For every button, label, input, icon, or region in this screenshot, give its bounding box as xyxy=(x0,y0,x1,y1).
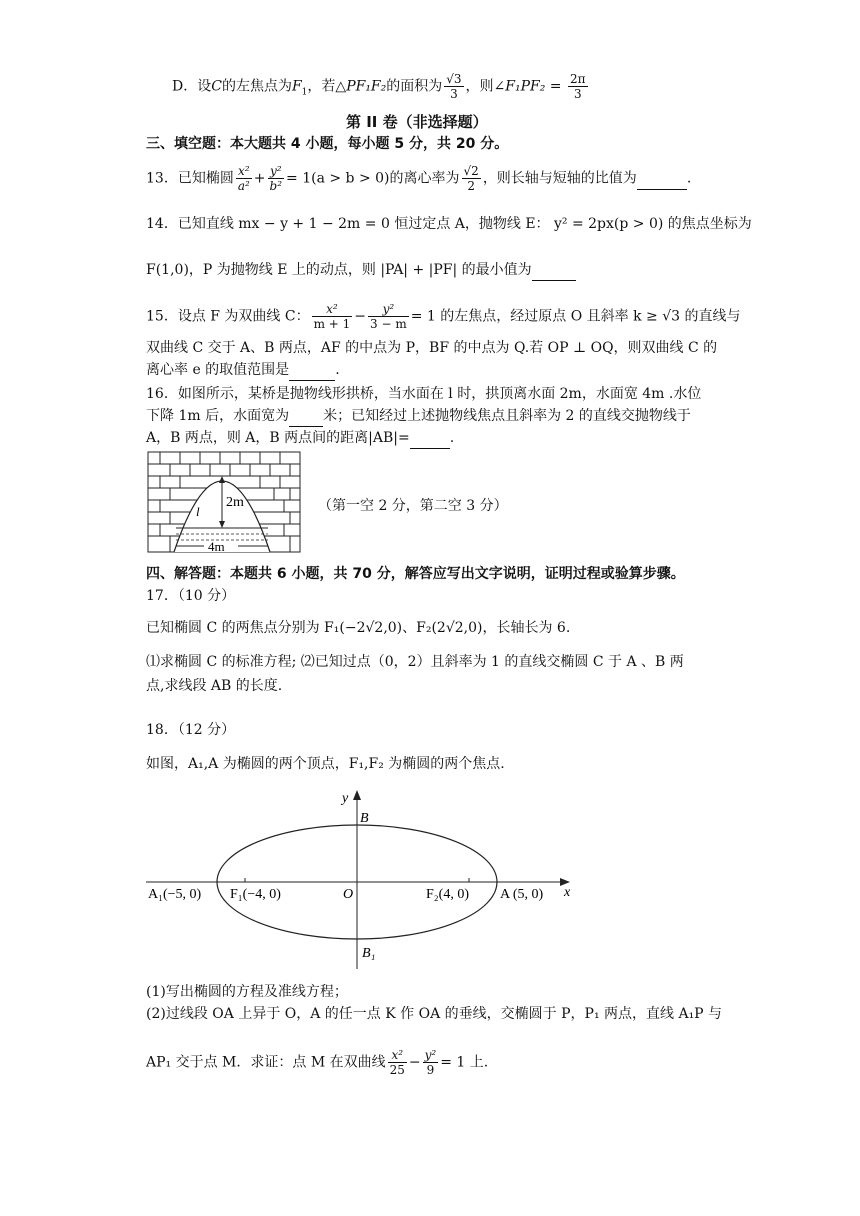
q12-option-d: D．设C的左焦点为$F_1$，若△PF₁F₂的面积为 $\frac{√3}{3}$ ，则∠F₁PF₂ = $\frac{2\pi}{3}$ xyxy=(172,72,586,101)
q14-line1: 14．已知直线 mx − y + 1 − 2m = 0 恒过定点 A，抛物线 E： y² = 2px(p > 0) 的焦点坐标为 xyxy=(146,216,752,232)
q15-answer-blank[interactable] xyxy=(289,360,335,381)
q16-score-note: （第一空 2 分，第二空 3 分） xyxy=(318,498,508,514)
q16-blank1[interactable] xyxy=(289,406,323,427)
q16-line2: 下降 1m 后，水面宽为 米；已知经过上述抛物线焦点且斜率为 2 的直线交抛物线于 xyxy=(146,406,691,427)
q14-line2: F(1,0)，P 为抛物线 E 上的动点，则 |PA| + |PF| 的最小值为 xyxy=(146,260,576,281)
fig-point-f2: F₂(4, 0) xyxy=(426,887,469,902)
fig-origin: O xyxy=(343,887,354,902)
area-fraction: $\frac{√3}{3}$ xyxy=(446,72,462,101)
fig-point-f1: F₁(−4, 0) xyxy=(230,887,281,902)
q14-answer-blank[interactable] xyxy=(532,260,576,281)
q15-line1: 15．设点 F 为双曲线 C： $\frac{\text{x²}}{m + 1}$ − $\frac{\text{y²}}{3 - m}$ = 1 的左焦点，经过原点 O 且斜率 k ≥ √3 的直线与 xyxy=(146,302,741,331)
angle-fraction: $\frac{2\pi}{3}$ xyxy=(570,72,586,101)
q17-score: 17．（10 分） xyxy=(146,588,236,604)
q13-answer-blank[interactable] xyxy=(637,169,687,190)
fig-height-label: 2m xyxy=(226,495,244,510)
q15-line3: 离心率 e 的取值范围是 . xyxy=(146,360,340,381)
q18-part1: (1)写出椭圆的方程及准线方程； xyxy=(146,984,348,1000)
section3-title: 三、填空题：本大题共 4 小题，每小题 5 分，共 20 分。 xyxy=(146,136,509,152)
arch-bridge-figure xyxy=(146,450,302,560)
fig-point-b: B xyxy=(360,811,369,826)
q18-line1: 如图，A₁,A 为椭圆的两个顶点，F₁,F₂ 为椭圆的两个焦点. xyxy=(146,756,505,772)
q18-part3: AP₁ 交于点 M．求证：点 M 在双曲线 $\frac{\text{x²}}{25}$ − $\frac{\text{y²}}{9}$ = 1 上. xyxy=(146,1048,489,1077)
fig-point-a1: A₁(−5, 0) xyxy=(148,887,202,902)
q16-line1: 16．如图所示，某桥是抛物线形拱桥，当水面在 l 时，拱顶离水面 2m，水面宽 4m .水位 xyxy=(146,386,702,402)
q16-line3: A，B 两点，则 A，B 两点间的距离|AB|= . xyxy=(146,428,454,449)
q13: 13．已知椭圆 $\frac{\text{x²}}{\text{a²}}$ + $\frac{\text{y²}}{\text{b²}}$ = 1(a > b > 0)的离心率为 $\frac{√2}{2}$ ，则长轴与短轴的比值为 . xyxy=(146,164,692,193)
fig-y-axis-label: y xyxy=(342,791,349,806)
q15-line2: 双曲线 C 交于 A、B 两点，AF 的中点为 P，BF 的中点为 Q.若 OP ⊥ OQ，则双曲线 C 的 xyxy=(146,340,718,356)
hyperbola-y-term: $\frac{\text{y²}}{9}$ xyxy=(424,1048,437,1077)
fig-width-label: 4m xyxy=(208,539,225,554)
q17-line2: ⑴求椭圆 C 的标准方程; ⑵已知过点（0，2）且斜率为 1 的直线交椭圆 C 于 A 、B 两 xyxy=(146,654,684,670)
part2-title: 第 II 卷（非选择题） xyxy=(346,113,488,131)
q17-line1: 已知椭圆 C 的两焦点分别为 F₁(−2√2,0)、F₂(2√2,0)，长轴长为 6. xyxy=(146,620,571,636)
fig-x-axis-label: x xyxy=(564,885,571,900)
section4-title: 四、解答题：本题共 6 小题，共 70 分，解答应写出文字说明，证明过程或验算步骤。 xyxy=(146,566,685,582)
q18-part2: (2)过线段 OA 上异于 O，A 的任一点 K 作 OA 的垂线，交椭圆于 P，P₁ 两点，直线 A₁P 与 xyxy=(146,1006,723,1022)
q16-blank2[interactable] xyxy=(410,428,450,449)
hyperbola-x-term: $\frac{\text{x²}}{25}$ xyxy=(389,1048,405,1077)
fig-water-label: l xyxy=(196,504,200,519)
q18-score: 18．（12 分） xyxy=(146,722,236,738)
ellipse-figure xyxy=(146,784,586,974)
q17-line3: 点,求线段 AB 的长度. xyxy=(146,678,283,694)
fig-point-a: A (5, 0) xyxy=(500,887,544,902)
fig-point-b1: B₁ xyxy=(362,946,376,961)
